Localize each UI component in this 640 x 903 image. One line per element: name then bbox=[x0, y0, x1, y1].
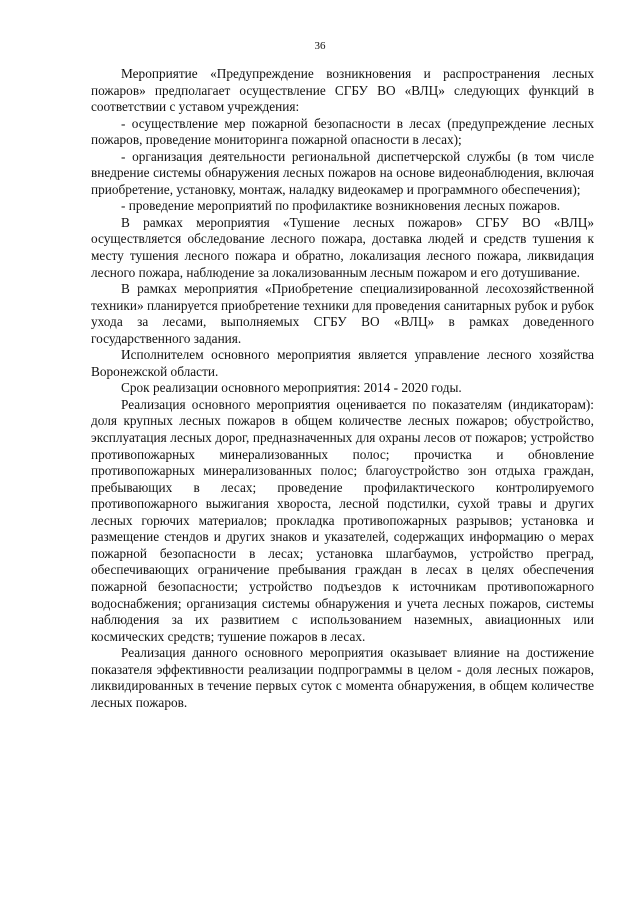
paragraph-equipment-purchase: В рамках мероприятия «Приобретение специализированной лесохозяйственной техники» планируется приобретение техники для проведения санитарных рубок и рубок ухода за лесами, выполняемых СГБУ ВО «ВЛЦ» в рамках доведенного государственного задания. bbox=[91, 281, 595, 346]
list-item-dispatch-service: - организация деятельности региональной диспетчерской службы (в том числе внедрение системы обнаружения лесных пожаров на основе видеонаблюдения, включая приобретение, установку, монтаж, наладку видеокамер и программного обеспечения); bbox=[91, 148, 594, 197]
paragraph-firefighting: В рамках мероприятия «Тушение лесных пожаров» СГБУ ВО «ВЛЦ» осуществляется обследование лесного пожара, доставка людей и средств тушения к месту тушения лесного пожара и обратно, локализация лесного пожара, ликвидация лесного пожара, наблюдение за локализованным лесным пожаром и его дотушивание. bbox=[91, 214, 594, 280]
paragraph-effectiveness: Реализация данного основного мероприятия оказывает влияние на достижение показателя эффективности реализации подпрограммы в целом - доля лесных пожаров, ликвидированных в течение первых суток с момента обнаружения, в общем количестве лесных пожаров. bbox=[91, 645, 594, 710]
list-item-prevention-activities: - проведение мероприятий по профилактике возникновения лесных пожаров. bbox=[121, 198, 561, 214]
paragraph-fire-prevention-intro: Мероприятие «Предупреждение возникновения и распространения лесных пожаров» предполагает осуществление СГБУ ВО «ВЛЦ» следующих функций в соответствии с уставом учреждения: bbox=[91, 66, 594, 115]
list-item-fire-safety-measures: - осуществление мер пожарной безопасности в лесах (предупреждение лесных пожаров, проведение мониторинга пожарной опасности в лесах); bbox=[91, 115, 594, 148]
paragraph-executor: Исполнителем основного мероприятия является управление лесного хозяйства Воронежской области. bbox=[91, 347, 594, 379]
paragraph-indicators: Реализация основного мероприятия оценивается по показателям (индикаторам): доля крупных лесных пожаров в общем количестве лесных пожаров; обустройство, эксплуатация лесных дорог, предназначенных для охраны лесов от пожаров; устройство противопожарных минерализованных полос; прочистка и обновление противопожарных минерализованных полос; благоустройство зон отдыха граждан, пребывающих в лесах; проведение профилактического контролируемого противопожарного выжигания хвороста, лесной подстилки, сухой травы и других лесных горючих материалов; прокладка противопожарных разрывов; установка и размещение стендов и других знаков и указателей, содержащих информацию о мерах пожарной безопасности в лесах; установка шлагбаумов, устройство преград, обеспечивающих ограничение пребывания граждан в лесах в целях обеспечения пожарной безопасности; устройство подъездов к источникам противопожарного водоснабжения; организация системы обнаружения и учета лесных пожаров, системы наблюдения за их развитием с использованием наземных, авиационных или космических средств; тушение пожаров в лесах. bbox=[91, 396, 594, 644]
document-body bbox=[91, 66, 594, 711]
page-number: 36 bbox=[314, 40, 326, 52]
paragraph-timeline: Срок реализации основного мероприятия: 2014 - 2020 годы. bbox=[121, 380, 462, 396]
